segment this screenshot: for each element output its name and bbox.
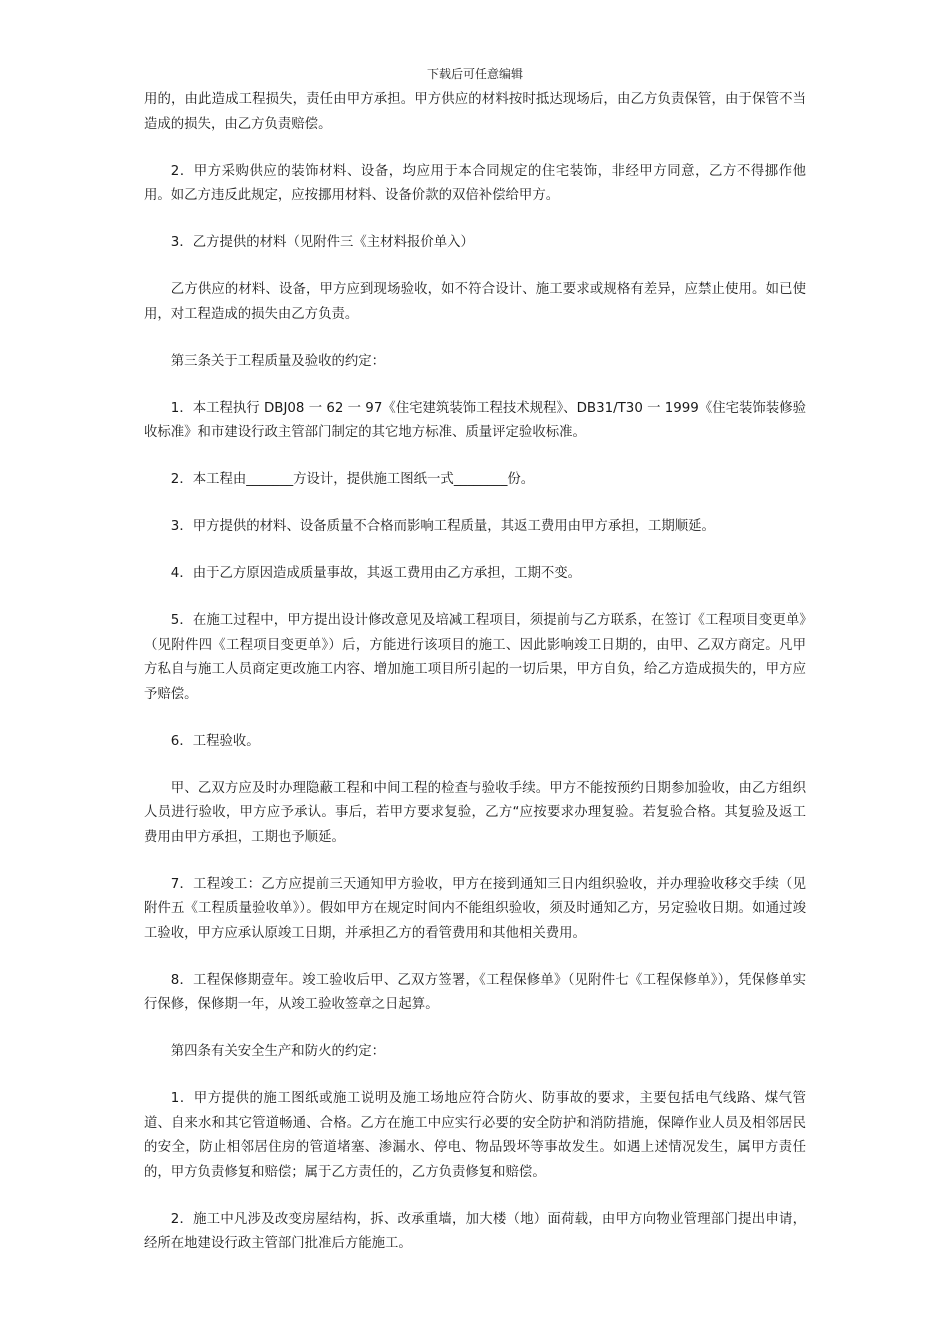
paragraph-material-inspection: 乙方供应的材料、设备，甲方应到现场验收，如不符合设计、施工要求或规格有差异，应禁止使用。如已使用，对工程造成的损失由乙方负责。 bbox=[144, 282, 806, 322]
paragraph-fire-safety: 1．甲方提供的施工图纸或施工说明及施工场地应符合防火、防事故的要求，主要包括电气线路、煤气管道、自来水和其它管道畅通、合格。乙方在施工中应实行必要的安全防护和消防措施，保障作业人员及相邻居民的安全，防止相邻居住房的管道堵塞、渗漏水、停电、物品毁坏等事故发生。如遇上述情况发生，属甲方责任的，甲方负责修复和赔偿；属于乙方责任的，乙方负责修复和赔偿。 bbox=[144, 1091, 806, 1180]
page-header: 下载后可任意编辑 bbox=[426, 67, 523, 81]
paragraph-quality-accident: 4．由于乙方原因造成质量事故，其返工费用由乙方承担，工期不变。 bbox=[170, 566, 582, 581]
paragraph-concealed-works: 甲、乙双方应及时办理隐蔽工程和中间工程的检查与验收手续。甲方不能按预约日期参加验收，由乙方组织人员进行验收，甲方应予承认。事后，若甲方要求复验，乙方“应按要求办理复验。若复验合格。其复验及返工费用由甲方承担，工期也予顺延。 bbox=[144, 780, 806, 845]
paragraph-defective-materials: 3．甲方提供的材料、设备质量不合格而影响工程质量，其返工费用由甲方承担，工期顺延。 bbox=[170, 519, 715, 534]
paragraph-contractor-materials: 3．乙方提供的材料（见附件三《主材料报价单入） bbox=[170, 235, 474, 250]
document-body bbox=[144, 88, 806, 1279]
paragraph-continuation: 用的，由此造成工程损失，责任由甲方承担。甲方供应的材料按时抵达现场后，由乙方负责保管，由于保管不当造成的损失，由乙方负责赔偿。 bbox=[144, 92, 806, 132]
section-heading-article-3: 第三条关于工程质量及验收的约定： bbox=[170, 353, 386, 369]
section-heading-article-4: 第四条有关安全生产和防火的约定： bbox=[170, 1044, 386, 1059]
paragraph-material-use: 2．甲方采购供应的装饰材料、设备，均应用于本合同规定的住宅装饰，非经甲方同意，乙方不得挪作他用。如乙方违反此规定，应按挪用材料、设备价款的双倍补偿给甲方。 bbox=[144, 163, 806, 203]
paragraph-acceptance-heading: 6．工程验收。 bbox=[170, 733, 260, 749]
paragraph-completion: 7．工程竣工：乙方应提前三天通知甲方验收，甲方在接到通知三日内组织验收，并办理验收移交手续（见附件五《工程质量验收单》）。假如甲方在规定时间内不能组织验收，须及时通知乙方，另定验收日期。如通过竣工验收，甲方应承认原竣工日期，并承担乙方的看管费用和其他相关费用。 bbox=[144, 876, 806, 941]
paragraph-structural-changes: 2．施工中凡涉及改变房屋结构，拆、改承重墙，加大楼（地）面荷载，由甲方向物业管理部门提出申请，经所在地建设行政主管部门批准后方能施工。 bbox=[144, 1211, 806, 1251]
paragraph-standards: 1．本工程执行 DBJ08 一 62 一 97《住宅建筑装饰工程技术规程》、DB31/T30 一 1999《住宅装饰装修验收标准》和市建设行政主管部门制定的其它地方标准、质量评定验收标准。 bbox=[144, 400, 806, 440]
paragraph-warranty: 8．工程保修期壹年。竣工验收后甲、乙双方签署，《工程保修单》（见附件七《工程保修单》），凭保修单实行保修，保修期一年，从竣工验收签章之日起算。 bbox=[144, 972, 806, 1012]
paragraph-design-drawings: 2．本工程由_______方设计，提供施工图纸一式________份。 bbox=[170, 472, 535, 487]
paragraph-design-changes: 5．在施工过程中，甲方提出设计修改意见及培减工程项目，须提前与乙方联系，在签订《工程项目变更单》（见附件四《工程项目变更单》）后，方能进行该项目的施工、因此影响竣工日期的，由甲、乙双方商定。凡甲方私自与施工人员商定更改施工内容、增加施工项目所引起的一切后果，甲方自负，给乙方造成损失的，甲方应予赔偿。 bbox=[144, 613, 806, 702]
